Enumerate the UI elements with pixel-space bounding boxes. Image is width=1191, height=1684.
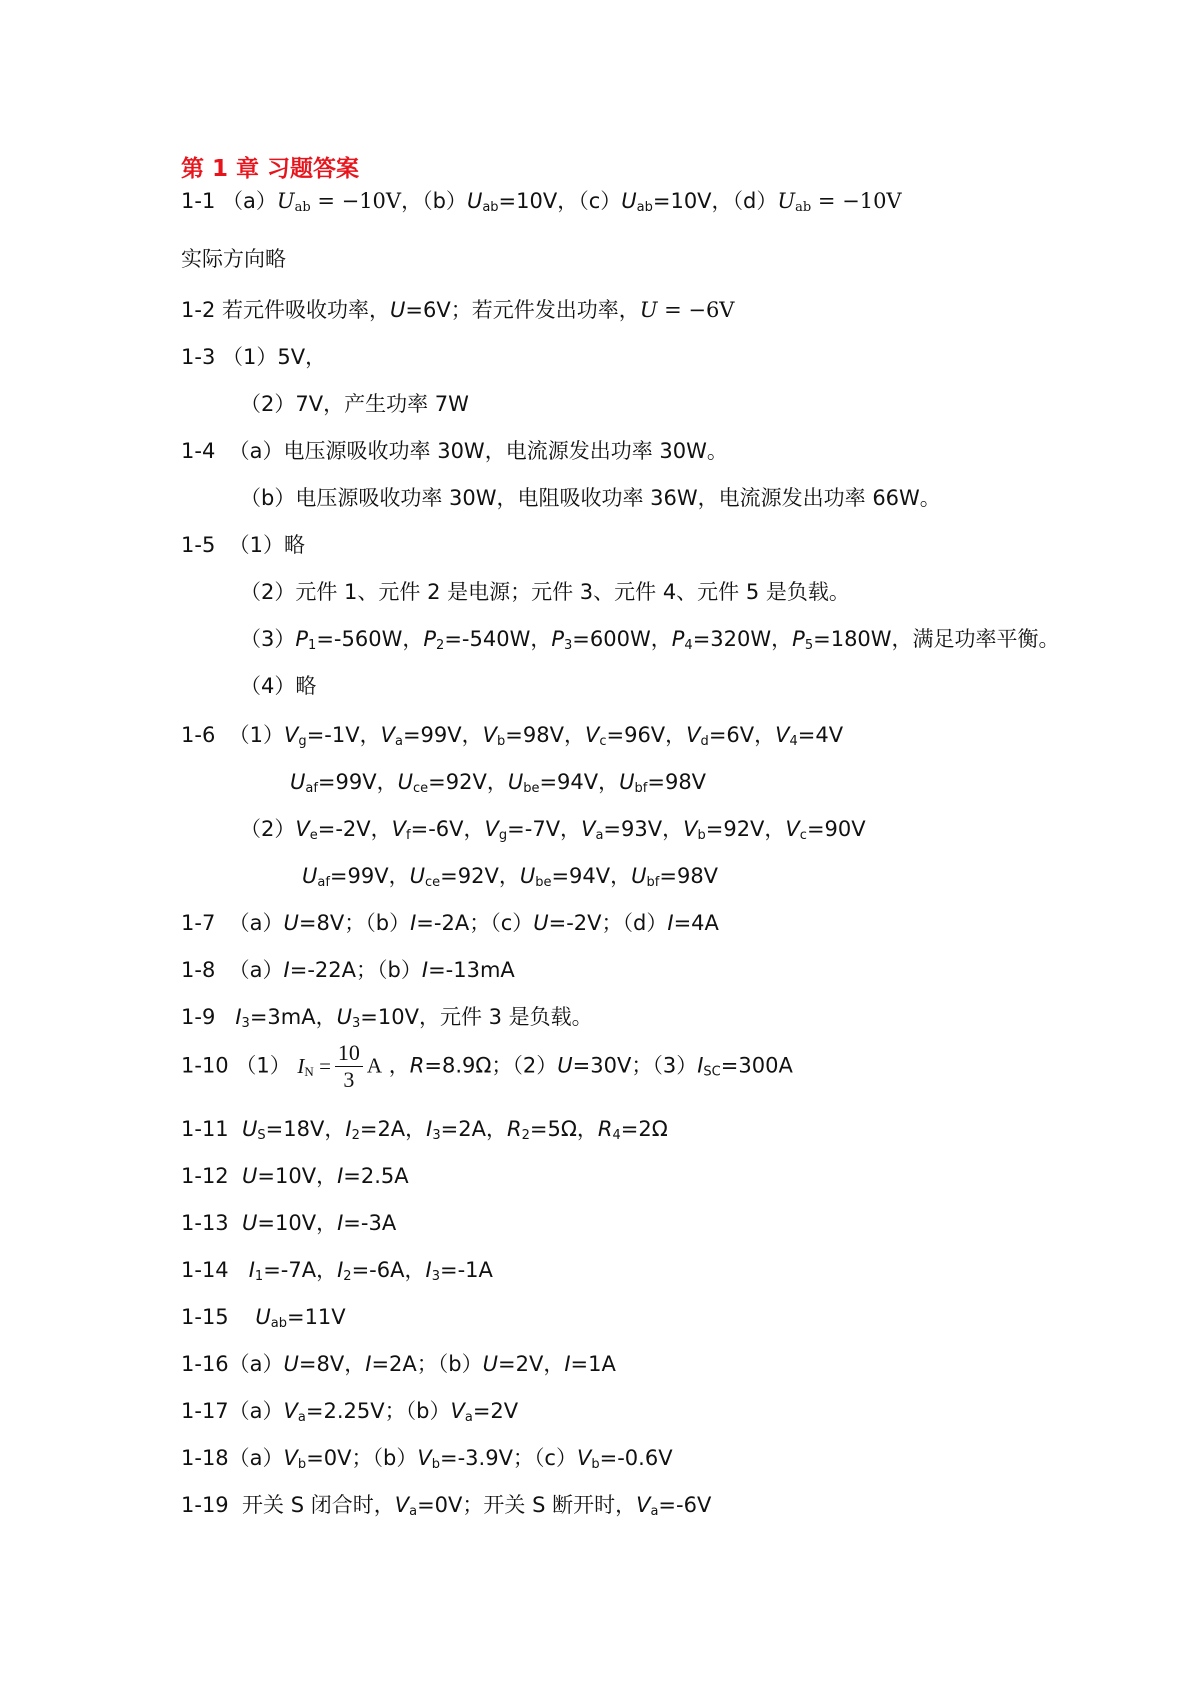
answer-1-15: 1-15 $U_{ab}=11V$ xyxy=(181,1305,346,1331)
answer-1-12: 1-12 U=10V，I=2.5A xyxy=(181,1164,409,1188)
fraction: $\frac{10}{3}$ xyxy=(335,1040,363,1093)
problem-number: 1-5 xyxy=(181,533,216,557)
answer-1-6-1b: $U_{af}=99V$，$U_{ce}=92V$，$U_{be}=94V$，$U_{bf}=98V$ xyxy=(290,770,707,796)
answer-1-10: 1-10 （1） $I_N$ = $\frac{10}{3}$ A ，R=8.9Ω；（2）U=30V；$(3)I_{SC}=300A$ xyxy=(181,1040,793,1092)
answer-1-2: 1-2 若元件吸收功率，U=6V；若元件发出功率，U = −6V xyxy=(181,298,735,322)
answer-1-3: 1-3 （1）5V， xyxy=(181,345,327,369)
problem-number: 1-3 xyxy=(181,345,216,369)
answer-1-19: 1-19 开关 S 闭合时，$V_a=0V$；开关 S 断开时，$V_a=-6V$ xyxy=(181,1493,712,1519)
problem-number: 1-1 xyxy=(181,189,216,213)
answer-1-1: 1-1 $(a)U_{ab} = -10V$，$(b)U_{ab}=10V$，$(c)U_{ab}=10V$，$(d)U_{ab} = -10V$ xyxy=(181,189,902,215)
problem-number: 1-16 xyxy=(181,1352,229,1376)
answer-1-1-note: 实际方向略 xyxy=(181,247,286,271)
problem-number: 1-4 xyxy=(181,439,216,463)
chapter-title: 第 1 章 习题答案 xyxy=(181,156,360,182)
answer-1-6: 1-6 $(1)V_g=-1V$，$V_a=99V$，$V_b=98V$，$V_c=96V$，$V_d=6V$，$V_4=4V$ xyxy=(181,723,844,749)
problem-number: 1-6 xyxy=(181,723,216,747)
answer-1-16: 1-16（a）U=8V，I=2A；（b）U=2V，I=1A xyxy=(181,1352,616,1376)
answer-1-8: 1-8 （a）I=-22A；（b）I=-13mA xyxy=(181,958,515,982)
answer-1-13: 1-13 U=10V，I=-3A xyxy=(181,1211,397,1235)
answer-1-9: 1-9 $I_3=3mA$，$U_3=10V$，元件 3 是负载。 xyxy=(181,1005,593,1031)
answer-1-5-4: （4）略 xyxy=(240,674,317,698)
answer-1-5-2: （2）元件 1、元件 2 是电源；元件 3、元件 4、元件 5 是负载。 xyxy=(240,580,850,604)
answer-1-5-3: $(3)P_1=-560W$，$P_2=-540W$，$P_3=600W$，$P_4=320W$，$P_5=180W$，满足功率平衡。 xyxy=(240,627,1060,653)
answer-1-5: 1-5 （1）略 xyxy=(181,533,306,557)
problem-number: 1-9 xyxy=(181,1005,216,1029)
answer-1-3-2: （2）7V，产生功率 7W xyxy=(240,392,469,416)
current-formula: $I_N$ = xyxy=(297,1053,331,1079)
problem-number: 1-12 xyxy=(181,1164,229,1188)
problem-number: 1-15 xyxy=(181,1305,229,1329)
answer-1-18: $1-18(a)V_b=0V$；$(b)V_b=-3.9V$；$(c)V_b=-0.6V$ xyxy=(181,1446,673,1472)
problem-number: 1-13 xyxy=(181,1211,229,1235)
answer-1-6-2b: $U_{af}=99V$，$U_{ce}=92V$，$U_{be}=94V$，$U_{bf}=98V$ xyxy=(302,864,719,890)
problem-number: 1-14 xyxy=(181,1258,229,1282)
problem-number: 1-10 xyxy=(181,1053,229,1078)
answer-1-11: 1-11 $U_S=18V$，$I_2=2A$，$I_3=2A$，$R_2=5\Omega$，$R_4=2\Omega$ xyxy=(181,1117,668,1143)
answer-1-4-b: （b）电压源吸收功率 30W，电阻吸收功率 36W，电流源发出功率 66W。 xyxy=(240,486,941,510)
problem-number: 1-19 xyxy=(181,1493,229,1517)
problem-number: 1-17 xyxy=(181,1399,229,1423)
problem-number: 1-18 xyxy=(181,1446,229,1470)
problem-number: 1-2 xyxy=(181,298,216,322)
problem-number: 1-11 xyxy=(181,1117,229,1141)
answer-1-17: $1-17(a)V_a=2.25V$；$(b)V_a=2V$ xyxy=(181,1399,519,1425)
problem-number: 1-7 xyxy=(181,911,216,935)
answer-1-4: 1-4 （a）电压源吸收功率 30W，电流源发出功率 30W。 xyxy=(181,439,728,463)
answer-1-14: 1-14 $I_1=-7A$，$I_2=-6A$，$I_3=-1A$ xyxy=(181,1258,493,1284)
problem-number: 1-8 xyxy=(181,958,216,982)
answer-1-6-2: $(2)V_e=-2V$，$V_f=-6V$，$V_g=-7V$，$V_a=93V$，$V_b=92V$，$V_c=90V$ xyxy=(240,817,866,843)
answer-1-7: 1-7 （a）U=8V；（b）I=-2A；（c）U=-2V；（d）I=4A xyxy=(181,911,719,935)
